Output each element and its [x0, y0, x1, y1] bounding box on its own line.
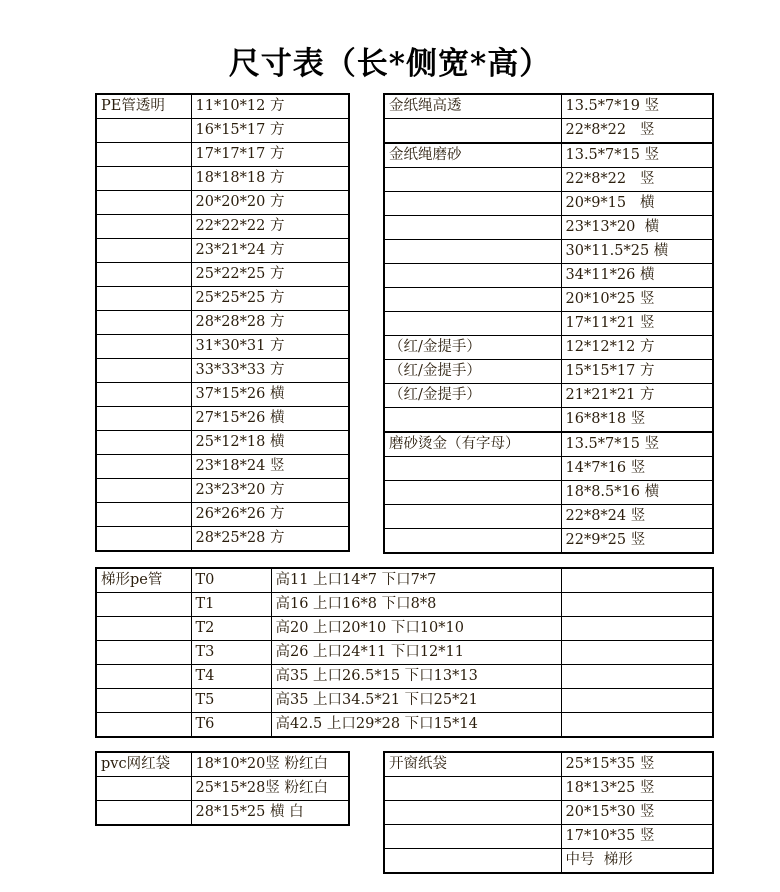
category-cell: 金纸绳高透: [384, 94, 561, 119]
category-cell: [96, 527, 191, 552]
category-cell: [96, 593, 191, 617]
table-row: [384, 168, 713, 192]
table-row: [96, 527, 349, 552]
size-cell: 31*30*31 方: [191, 335, 349, 359]
category-cell: [384, 481, 561, 505]
table-row: [384, 777, 713, 801]
table-trapezoid-pe: [95, 567, 714, 738]
category-cell: [384, 457, 561, 481]
category-cell: [96, 689, 191, 713]
category-cell: [384, 288, 561, 312]
table-row: [96, 383, 349, 407]
table-row: [96, 287, 349, 311]
size-cell: T0: [191, 568, 271, 593]
category-cell: [384, 801, 561, 825]
category-cell: [96, 287, 191, 311]
table-row: [96, 479, 349, 503]
table-row: [384, 432, 713, 457]
category-cell: [384, 849, 561, 874]
table-row: [384, 119, 713, 144]
table-row: [96, 568, 713, 593]
size-cell: 20*9*15 横: [561, 192, 713, 216]
size-cell: 高35 上口26.5*15 下口13*13: [271, 665, 561, 689]
size-cell: 12*12*12 方: [561, 336, 713, 360]
size-cell: 26*26*26 方: [191, 503, 349, 527]
table-row: [384, 457, 713, 481]
table-row: [384, 408, 713, 433]
size-cell: 28*15*25 横 白: [191, 801, 349, 826]
table-row: [96, 239, 349, 263]
table-row: [96, 359, 349, 383]
size-cell: T5: [191, 689, 271, 713]
table-row: [96, 689, 713, 713]
size-cell: [561, 593, 713, 617]
size-cell: 14*7*16 竖: [561, 457, 713, 481]
table-row: [384, 384, 713, 408]
size-cell: 28*28*28 方: [191, 311, 349, 335]
size-cell: 18*18*18 方: [191, 167, 349, 191]
table-row: [384, 240, 713, 264]
size-cell: 20*15*30 竖: [561, 801, 713, 825]
size-cell: 34*11*26 横: [561, 264, 713, 288]
size-cell: T6: [191, 713, 271, 738]
category-cell: [96, 119, 191, 143]
category-cell: 开窗纸袋: [384, 752, 561, 777]
size-cell: [561, 568, 713, 593]
category-cell: [96, 263, 191, 287]
category-cell: [384, 240, 561, 264]
table-row: [96, 143, 349, 167]
table-pvc-bag: [95, 751, 350, 826]
table-row: [384, 752, 713, 777]
table-row: [96, 311, 349, 335]
table-row: [384, 312, 713, 336]
table-gold-paper-rope: [383, 93, 714, 554]
table-row: [96, 665, 713, 689]
category-cell: [384, 777, 561, 801]
size-cell: [561, 689, 713, 713]
size-cell: 30*11.5*25 横: [561, 240, 713, 264]
table-row: [96, 431, 349, 455]
category-cell: [384, 825, 561, 849]
table-row: [384, 264, 713, 288]
size-cell: 22*9*25 竖: [561, 529, 713, 554]
category-cell: [96, 359, 191, 383]
table-row: [96, 777, 349, 801]
category-cell: （红/金提手）: [384, 336, 561, 360]
category-cell: [96, 215, 191, 239]
category-cell: [96, 617, 191, 641]
size-cell: 13.5*7*19 竖: [561, 94, 713, 119]
size-cell: 25*12*18 横: [191, 431, 349, 455]
category-cell: 梯形pe管: [96, 568, 191, 593]
table-row: [96, 713, 713, 738]
size-cell: 33*33*33 方: [191, 359, 349, 383]
size-cell: 22*8*24 竖: [561, 505, 713, 529]
size-cell: 17*11*21 竖: [561, 312, 713, 336]
category-cell: [96, 801, 191, 826]
size-cell: 22*8*22 竖: [561, 168, 713, 192]
category-cell: [96, 143, 191, 167]
table-row: [96, 215, 349, 239]
size-cell: 11*10*12 方: [191, 94, 349, 119]
category-cell: [384, 408, 561, 433]
category-cell: [96, 311, 191, 335]
table-row: [96, 335, 349, 359]
category-cell: [96, 665, 191, 689]
size-cell: 13.5*7*15 竖: [561, 432, 713, 457]
size-cell: 20*10*25 竖: [561, 288, 713, 312]
size-cell: 21*21*21 方: [561, 384, 713, 408]
category-cell: [96, 777, 191, 801]
category-cell: （红/金提手）: [384, 360, 561, 384]
size-cell: 18*8.5*16 横: [561, 481, 713, 505]
size-cell: [561, 641, 713, 665]
category-cell: [96, 383, 191, 407]
category-cell: [96, 191, 191, 215]
category-cell: [96, 335, 191, 359]
size-cell: 高16 上口16*8 下口8*8: [271, 593, 561, 617]
table-row: [96, 119, 349, 143]
size-cell: 27*15*26 横: [191, 407, 349, 431]
category-cell: [96, 455, 191, 479]
category-cell: [96, 407, 191, 431]
category-cell: [384, 192, 561, 216]
table-row: [384, 216, 713, 240]
size-cell: 16*8*18 竖: [561, 408, 713, 433]
category-cell: PE管透明: [96, 94, 191, 119]
size-cell: 23*13*20 横: [561, 216, 713, 240]
table-row: [384, 288, 713, 312]
size-cell: 18*10*20竖 粉红白: [191, 752, 349, 777]
size-cell: [561, 713, 713, 738]
page-title: 尺寸表（长*侧宽*高）: [228, 46, 552, 82]
size-cell: T3: [191, 641, 271, 665]
size-cell: 25*22*25 方: [191, 263, 349, 287]
category-cell: 磨砂烫金（有字母）: [384, 432, 561, 457]
size-cell: 中号 梯形: [561, 849, 713, 874]
category-cell: [384, 168, 561, 192]
table-row: [384, 360, 713, 384]
table-row: [384, 94, 713, 119]
category-cell: pvc网红袋: [96, 752, 191, 777]
size-cell: 17*17*17 方: [191, 143, 349, 167]
size-cell: 高11 上口14*7 下口7*7: [271, 568, 561, 593]
size-cell: 高35 上口34.5*21 下口25*21: [271, 689, 561, 713]
table-window-paper-bag: [383, 751, 714, 874]
size-cell: [561, 665, 713, 689]
category-cell: （红/金提手）: [384, 384, 561, 408]
table-row: [384, 336, 713, 360]
size-cell: 37*15*26 横: [191, 383, 349, 407]
size-cell: 28*25*28 方: [191, 527, 349, 552]
size-cell: 16*15*17 方: [191, 119, 349, 143]
table-row: [384, 801, 713, 825]
table-row: [96, 503, 349, 527]
size-cell: [561, 617, 713, 641]
size-cell: 23*18*24 竖: [191, 455, 349, 479]
table-row: [96, 617, 713, 641]
size-cell: T2: [191, 617, 271, 641]
size-cell: 23*21*24 方: [191, 239, 349, 263]
table-row: [96, 593, 713, 617]
category-cell: [96, 641, 191, 665]
size-cell: 22*22*22 方: [191, 215, 349, 239]
category-cell: [96, 479, 191, 503]
size-cell: 25*15*28竖 粉红白: [191, 777, 349, 801]
size-cell: 高26 上口24*11 下口12*11: [271, 641, 561, 665]
category-cell: [384, 529, 561, 554]
size-cell: 高42.5 上口29*28 下口15*14: [271, 713, 561, 738]
table-row: [384, 529, 713, 554]
table-pe-transparent: [95, 93, 350, 552]
category-cell: [384, 264, 561, 288]
category-cell: [96, 503, 191, 527]
table-row: [96, 641, 713, 665]
size-cell: 15*15*17 方: [561, 360, 713, 384]
size-cell: 18*13*25 竖: [561, 777, 713, 801]
table-row: [96, 407, 349, 431]
table-row: [96, 94, 349, 119]
category-cell: [96, 167, 191, 191]
category-cell: [384, 216, 561, 240]
table-row: [384, 849, 713, 874]
category-cell: [96, 713, 191, 738]
category-cell: [384, 312, 561, 336]
size-cell: T1: [191, 593, 271, 617]
size-cell: 22*8*22 竖: [561, 119, 713, 144]
table-row: [96, 167, 349, 191]
size-cell: 23*23*20 方: [191, 479, 349, 503]
category-cell: [384, 119, 561, 144]
size-cell: 25*25*25 方: [191, 287, 349, 311]
table-row: [384, 825, 713, 849]
category-cell: 金纸绳磨砂: [384, 143, 561, 168]
size-cell: 13.5*7*15 竖: [561, 143, 713, 168]
table-row: [96, 455, 349, 479]
table-row: [384, 192, 713, 216]
table-row: [384, 481, 713, 505]
category-cell: [96, 431, 191, 455]
table-row: [96, 801, 349, 826]
table-row: [384, 143, 713, 168]
size-cell: 20*20*20 方: [191, 191, 349, 215]
size-cell: 17*10*35 竖: [561, 825, 713, 849]
category-cell: [96, 239, 191, 263]
category-cell: [384, 505, 561, 529]
table-row: [96, 263, 349, 287]
size-cell: T4: [191, 665, 271, 689]
table-row: [96, 191, 349, 215]
size-cell: 25*15*35 竖: [561, 752, 713, 777]
size-cell: 高20 上口20*10 下口10*10: [271, 617, 561, 641]
table-row: [96, 752, 349, 777]
table-row: [384, 505, 713, 529]
